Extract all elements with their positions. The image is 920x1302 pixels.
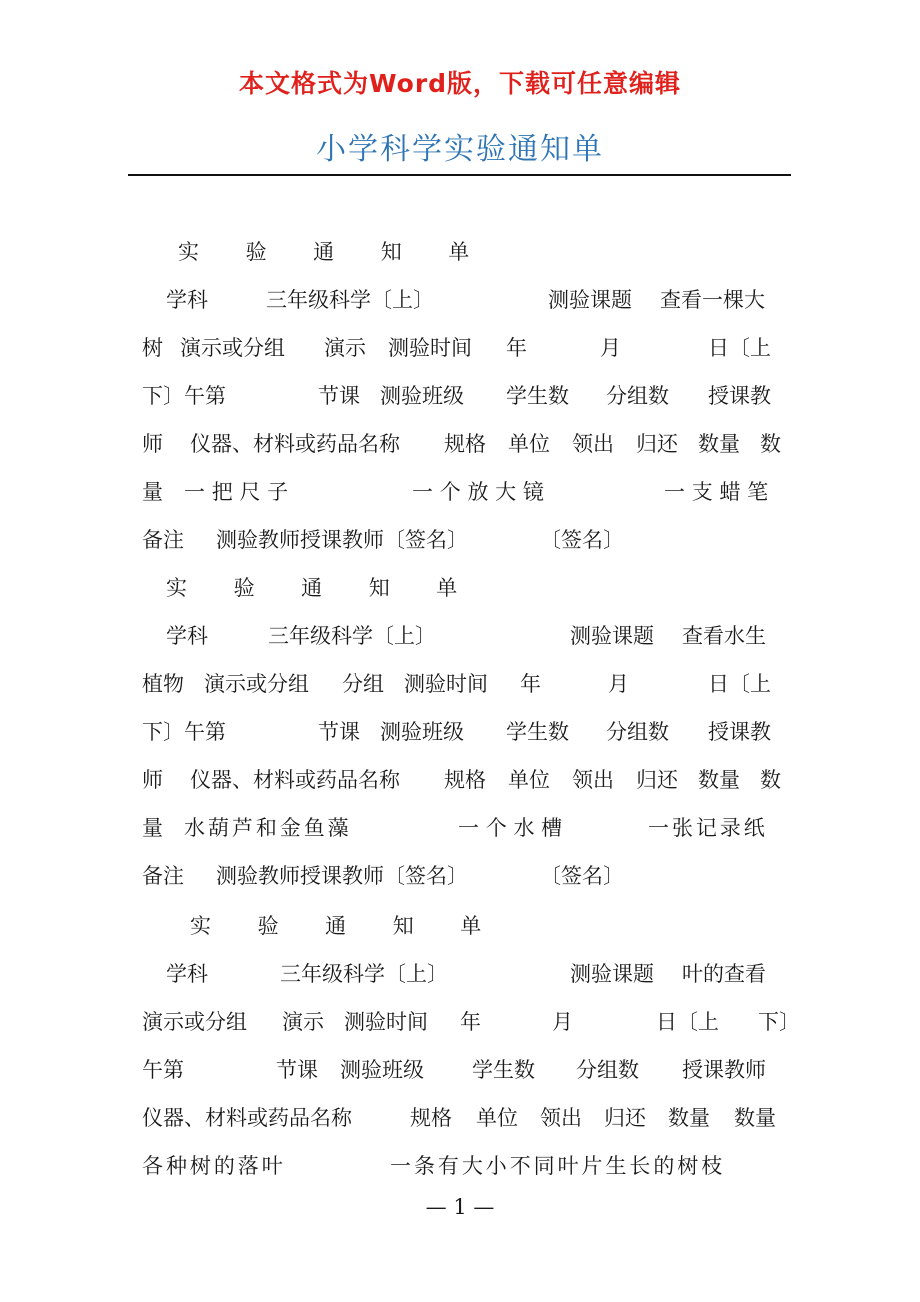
item-1: 水葫芦和金鱼藻	[184, 816, 352, 840]
notice-heading: 实 验 通 知 单	[166, 576, 478, 600]
period-label: 午第	[142, 1058, 184, 1082]
mode-value: 演示	[324, 336, 366, 360]
remarks-label: 备注	[142, 528, 184, 552]
subject-value: 三年级科学〔上〕	[268, 624, 436, 648]
signature-label: 测验教师授课教师〔签名〕	[216, 528, 468, 552]
lesson-label: 节课	[318, 720, 360, 744]
quantity-label-2: 数	[760, 768, 781, 792]
topic-value-cont: 植物	[142, 672, 184, 696]
students-label: 学生数	[506, 384, 569, 408]
lesson-label: 节课	[276, 1058, 318, 1082]
topic-label: 测验课题	[570, 962, 654, 986]
quantity-label: 数量	[668, 1106, 710, 1130]
title-divider	[128, 174, 791, 176]
remarks-label: 备注	[142, 864, 184, 888]
notice-1-line-5	[142, 472, 782, 512]
students-label: 学生数	[506, 720, 569, 744]
item-2: 一个放大镜	[412, 480, 551, 504]
day-label: 日〔上	[708, 336, 771, 360]
quantity-label-2-cont: 量	[142, 816, 163, 840]
topic-label: 测验课题	[570, 624, 654, 648]
teacher-label: 授课教	[708, 384, 771, 408]
notice-1-line-4	[142, 424, 782, 464]
quantity-label: 数量	[698, 432, 740, 456]
mode-label: 演示或分组	[180, 336, 285, 360]
notice-3-line-5	[142, 1146, 782, 1186]
month-label: 月	[608, 672, 629, 696]
quantity-label: 数量	[698, 768, 740, 792]
subject-label: 学科	[166, 962, 208, 986]
notice-1-line-6	[142, 520, 782, 560]
issue-label: 领出	[572, 768, 614, 792]
day-label: 日〔上	[656, 1010, 719, 1034]
instruments-label: 仪器、材料或药品名称	[190, 432, 400, 456]
subject-label: 学科	[166, 288, 208, 312]
notice-2-line-3	[142, 712, 782, 752]
day-label: 日〔上	[708, 672, 771, 696]
unit-label: 单位	[508, 432, 550, 456]
notice-2-heading-line	[142, 568, 782, 608]
teacher-label-cont: 师	[142, 768, 163, 792]
notice-2-line-2	[142, 664, 782, 704]
groups-label: 分组数	[606, 384, 669, 408]
notice-2-line-1	[142, 616, 782, 656]
notice-3-line-1	[142, 954, 782, 994]
instruments-label: 仪器、材料或药品名称	[190, 768, 400, 792]
time-label: 测验时间	[344, 1010, 428, 1034]
subject-value: 三年级科学〔上〕	[280, 962, 448, 986]
year-label: 年	[506, 336, 527, 360]
class-label: 测验班级	[340, 1058, 424, 1082]
notice-3-line-4	[142, 1098, 782, 1138]
instruments-label: 仪器、材料或药品名称	[142, 1106, 352, 1130]
notice-1-line-3	[142, 376, 782, 416]
notice-1-line-2	[142, 328, 782, 368]
subject-value: 三年级科学〔上〕	[266, 288, 434, 312]
teacher-label: 授课教	[708, 720, 771, 744]
subject-label: 学科	[166, 624, 208, 648]
class-label: 测验班级	[380, 720, 464, 744]
students-label: 学生数	[472, 1058, 535, 1082]
unit-label: 单位	[476, 1106, 518, 1130]
unit-label: 单位	[508, 768, 550, 792]
groups-label: 分组数	[606, 720, 669, 744]
signature-label-2: 〔签名〕	[540, 528, 624, 552]
return-label: 归还	[636, 768, 678, 792]
notice-1-line-1	[142, 280, 782, 320]
notice-2-line-6	[142, 856, 782, 896]
class-label: 测验班级	[380, 384, 464, 408]
spec-label: 规格	[444, 768, 486, 792]
topic-value: 查看一棵大	[660, 288, 765, 312]
notice-3-heading-line	[142, 906, 782, 946]
signature-label-2: 〔签名〕	[540, 864, 624, 888]
item-1: 各种树的落叶	[142, 1154, 286, 1178]
spec-label: 规格	[444, 432, 486, 456]
day-label-cont: 下〕	[758, 1010, 800, 1034]
item-2: 一个水槽	[458, 816, 569, 840]
mode-label: 演示或分组	[142, 1010, 247, 1034]
period-label: 下〕午第	[142, 384, 226, 408]
month-label: 月	[552, 1010, 573, 1034]
period-label: 下〕午第	[142, 720, 226, 744]
notice-heading: 实 验 通 知 单	[190, 914, 502, 938]
item-3: 一张记录纸	[648, 816, 768, 840]
quantity-label-2: 数	[760, 432, 781, 456]
signature-label: 测验教师授课教师〔签名〕	[216, 864, 468, 888]
notice-3-line-2	[142, 1002, 800, 1042]
document-title: 小学科学实验通知单	[316, 132, 604, 167]
mode-label: 演示或分组	[204, 672, 309, 696]
lesson-label: 节课	[318, 384, 360, 408]
notice-2-line-4	[142, 760, 782, 800]
time-label: 测验时间	[404, 672, 488, 696]
return-label: 归还	[604, 1106, 646, 1130]
teacher-label-cont: 师	[142, 432, 163, 456]
notice-1-heading-line	[142, 232, 782, 272]
item-2: 一条有大小不同叶片生长的树枝	[390, 1154, 726, 1178]
teacher-label: 授课教师	[682, 1058, 766, 1082]
issue-label: 领出	[540, 1106, 582, 1130]
month-label: 月	[600, 336, 621, 360]
notice-2-line-5	[142, 808, 782, 848]
quantity-label-2-cont: 量	[142, 480, 163, 504]
topic-value: 叶的查看	[682, 962, 766, 986]
page-number: — 1 —	[425, 1195, 495, 1219]
year-label: 年	[460, 1010, 481, 1034]
groups-label: 分组数	[576, 1058, 639, 1082]
topic-value-cont: 树	[142, 336, 163, 360]
return-label: 归还	[636, 432, 678, 456]
mode-value: 分组	[342, 672, 384, 696]
format-banner: 本文格式为Word版，下载可任意编辑	[238, 69, 682, 98]
year-label: 年	[520, 672, 541, 696]
topic-label: 测验课题	[548, 288, 632, 312]
item-1: 一把尺子	[184, 480, 295, 504]
quantity-label-2: 数量	[734, 1106, 776, 1130]
mode-value: 演示	[282, 1010, 324, 1034]
time-label: 测验时间	[388, 336, 472, 360]
notice-3-line-3	[142, 1050, 782, 1090]
notice-heading: 实 验 通 知 单	[178, 240, 490, 264]
topic-value: 查看水生	[682, 624, 766, 648]
item-3: 一支蜡笔	[664, 480, 775, 504]
issue-label: 领出	[572, 432, 614, 456]
spec-label: 规格	[410, 1106, 452, 1130]
